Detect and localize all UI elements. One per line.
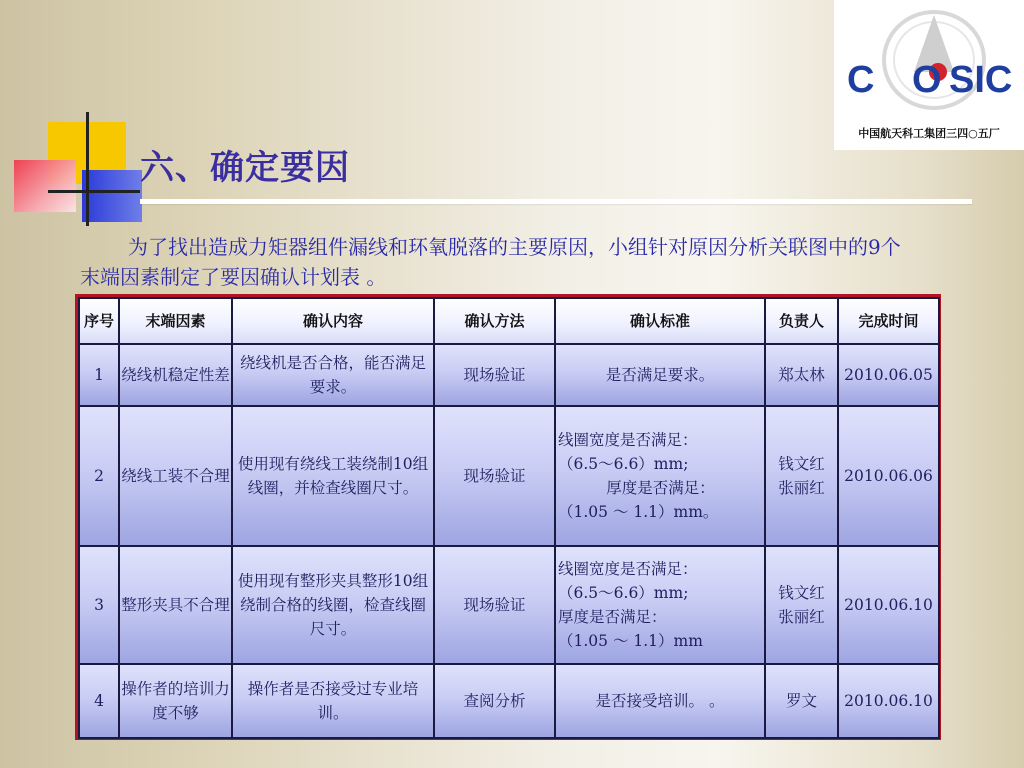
cell-factor: 绕线机稳定性差 (119, 344, 232, 406)
casic-logo (834, 0, 1024, 150)
table-row (79, 344, 939, 406)
svg-text:O: O (912, 59, 942, 101)
cell-standard (555, 664, 765, 738)
cell-date: 2010.06.10 (838, 546, 939, 664)
title-underline (140, 199, 972, 204)
cell-no: 3 (79, 546, 119, 664)
cell-owner (765, 406, 838, 546)
factor-confirmation-table (75, 294, 941, 740)
cell-content: 使用现有整形夹具整形10组绕制合格的线圈，检查线圈尺寸。 (232, 546, 434, 664)
table-row (79, 546, 939, 664)
svg-text:SIC: SIC (949, 59, 1013, 101)
cell-owner (765, 344, 838, 406)
cell-no: 2 (79, 406, 119, 546)
cell-standard (555, 344, 765, 406)
cell-content: 操作者是否接受过专业培训。 (232, 664, 434, 738)
header-standard: 确认标准 (555, 298, 765, 344)
vertical-rule-decoration (86, 112, 89, 226)
owner-name: 张丽红 (778, 608, 825, 626)
owner-name: 钱文红 (778, 455, 825, 473)
intro-paragraph: 为了找出造成力矩器组件漏线和环氧脱落的主要原因，小组针对原因分析关联图中的9个末端因素制定了要因确认计划表 。 (80, 235, 901, 289)
cell-method: 现场验证 (434, 406, 555, 546)
owner-name: 张丽红 (778, 479, 825, 497)
standard-line: （1.05 ～ 1.1）mm (558, 632, 703, 650)
table-row (79, 664, 939, 738)
standard-line: （6.5～6.6）mm; (558, 584, 689, 602)
cell-method: 现场验证 (434, 546, 555, 664)
logo-caption: 中国航天科工集团三四○五厂 (858, 127, 1000, 140)
standard-line: 是否接受培训。 。 (595, 692, 725, 710)
header-method: 确认方法 (434, 298, 555, 344)
logo-wordmark: C (847, 59, 875, 101)
cell-no: 1 (79, 344, 119, 406)
cell-owner (765, 664, 838, 738)
standard-line: 线圈宽度是否满足： (558, 560, 698, 578)
cell-factor: 绕线工装不合理 (119, 406, 232, 546)
blue-square-decoration (82, 170, 142, 222)
cell-date: 2010.06.06 (838, 406, 939, 546)
cell-standard (555, 546, 765, 664)
owner-name: 罗文 (785, 692, 817, 710)
standard-line: 厚度是否满足： (606, 479, 715, 497)
standard-line: （6.5～6.6）mm; (558, 455, 689, 473)
red-square-decoration (14, 160, 76, 212)
cell-content: 绕线机是否合格，能否满足要求。 (232, 344, 434, 406)
header-date: 完成时间 (838, 298, 939, 344)
table-row (79, 406, 939, 546)
cell-date: 2010.06.05 (838, 344, 939, 406)
header-content: 确认内容 (232, 298, 434, 344)
standard-line: 线圈宽度是否满足： (558, 431, 698, 449)
cell-owner (765, 546, 838, 664)
casic-logo-mark (834, 0, 1024, 125)
cell-method: 现场验证 (434, 344, 555, 406)
owner-name: 钱文红 (778, 584, 825, 602)
page-title: 六、确定要因 (140, 148, 350, 188)
cell-factor: 操作者的培训力度不够 (119, 664, 232, 738)
cell-method: 查阅分析 (434, 664, 555, 738)
cell-content: 使用现有绕线工装绕制10组线圈，并检查线圈尺寸。 (232, 406, 434, 546)
header-no: 序号 (79, 298, 119, 344)
cell-date: 2010.06.10 (838, 664, 939, 738)
table-header-row (79, 298, 939, 344)
standard-line: 是否满足要求。 (605, 366, 715, 384)
cell-no: 4 (79, 664, 119, 738)
header-factor: 末端因素 (119, 298, 232, 344)
standard-line: （1.05 ～ 1.1）mm。 (558, 503, 719, 521)
horizontal-rule-decoration (48, 190, 140, 193)
header-owner: 负责人 (765, 298, 838, 344)
standard-line: 厚度是否满足： (558, 608, 667, 626)
owner-name: 郑太林 (778, 366, 825, 384)
cell-standard (555, 406, 765, 546)
cell-factor: 整形夹具不合理 (119, 546, 232, 664)
